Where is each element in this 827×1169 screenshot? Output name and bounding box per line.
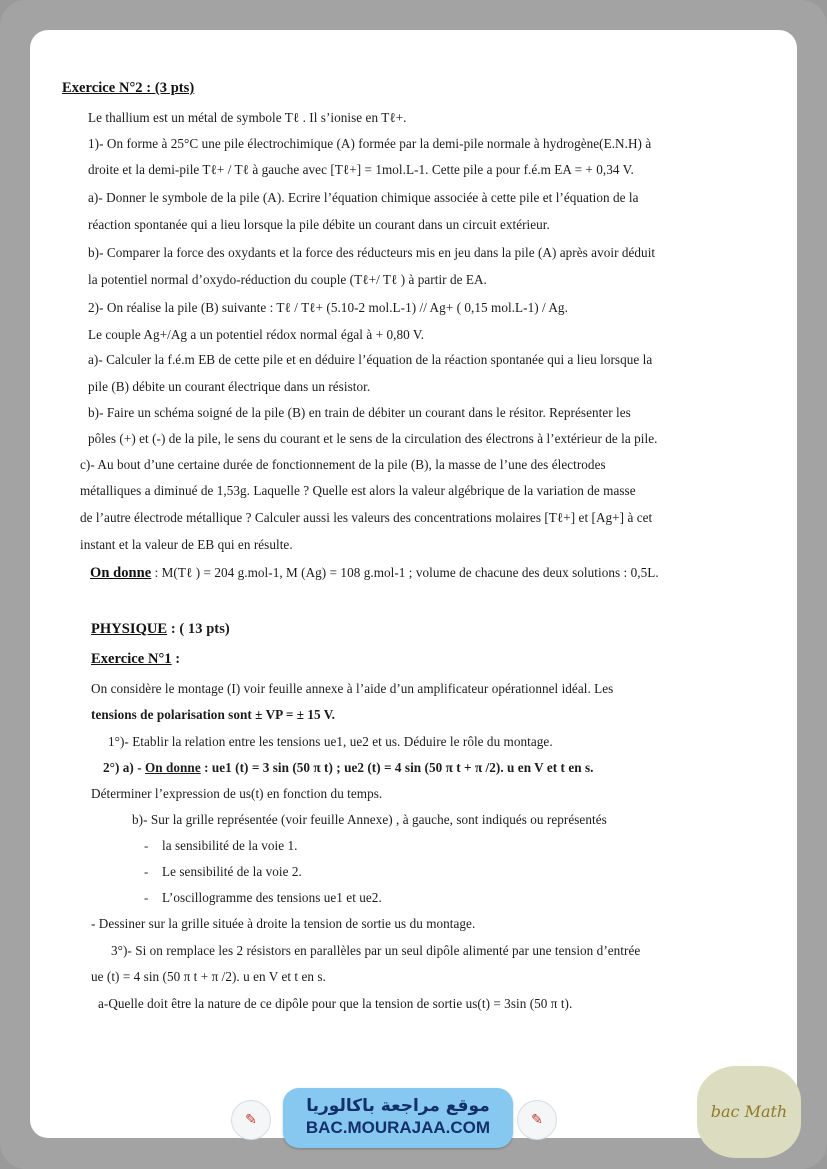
site-logo-icon: ✎ [517,1100,557,1140]
q2c-line1: c)- Au bout d’une certaine durée de fonctionnement de la pile (B), la masse de l’une des électrodes [80,457,606,472]
ex1-q3-line1: 3°)- Si on remplace les 2 résistors en parallèles par un seul dipôle alimenté par une tension d’entrée [111,943,641,958]
q2b-line2: pôles (+) et (-) de la pile, le sens du courant et le sens de la circulation des électrons à l’extérieur de la pile. [88,431,658,446]
ex1-intro-line1: On considère le montage (I) voir feuille annexe à l’aide d’un amplificateur opérationnel idéal. Les [91,681,614,696]
exercise2-title: Exercice N°2 : (3 pts) [62,80,195,96]
ex1-q2b: b)- Sur la grille représentée (voir feuille Annexe) , à gauche, sont indiqués ou représentés [132,812,607,827]
site-name-arabic: موقع مراجعة باكالوريا [306,1096,490,1116]
site-url[interactable]: BAC.MOURAJAA.COM [305,1118,491,1137]
q2c-line4: instant et la valeur de EB qui en résulte. [80,537,293,552]
bac-math-badge: bac Math [697,1066,801,1158]
physics-exercise1-colon: : [171,651,181,667]
exercise2-intro: Le thallium est un métal de symbole Tℓ . Il s’ionise en Tℓ+. [88,110,407,125]
q1-line1: 1)- On forme à 25°C une pile électrochimique (A) formée par la demi-pile normale à hydrogène(E.N.H) à [88,136,652,151]
q2a-given: On donne [144,760,201,775]
ex1-q2b-draw: - Dessiner sur la grille située à droite la tension de sortie us du montage. [91,916,476,931]
q1a-line1: a)- Donner le symbole de la pile (A). Ecrire l’équation chimique associée à cette pile et l’équation de la [88,190,639,205]
bullet-dash: - [144,890,149,905]
q2-line2: Le couple Ag+/Ag a un potentiel rédox normal égal à + 0,80 V. [88,327,425,342]
given-text: : M(Tℓ ) = 204 g.mol-1, M (Ag) = 108 g.mol-1 ; volume de chacune des deux solutions : 0,5L. [151,565,659,580]
q1-line2: droite et la demi-pile Tℓ+ / Tℓ à gauche avec [Tℓ+] = 1mol.L-1. Cette pile a pour f.é.m EA = + 0,34 V. [88,162,634,177]
given-label: On donne [90,565,152,581]
q1a-line2: réaction spontanée qui a lieu lorsque la pile débite un courant dans un circuit extérieur. [88,217,550,232]
ex1-q3a: a-Quelle doit être la nature de ce dipôle pour que la tension de sortie us(t) = 3sin (50 π t). [98,996,573,1011]
q1b-line2: la potentiel normal d’oxydo-réduction du couple (Tℓ+/ Tℓ ) à partir de EA. [88,272,487,287]
physics-title: PHYSIQUE [91,621,168,637]
q2a-text: : ue1 (t) = 3 sin (50 π t) ; ue2 (t) = 4 sin (50 π t + π /2). u en V et t en s. [200,760,594,775]
physics-exercise1-heading [91,651,180,668]
q2a-line2: pile (B) débite un courant électrique dans un résistor. [88,379,371,394]
ex1-intro-line2: tensions de polarisation sont ± VP = ± 15 V. [91,707,336,722]
q2c-line2: métalliques a diminué de 1,53g. Laquelle ? Quelle est alors la valeur algébrique de la variation de masse [80,483,636,498]
ex1-q1: 1°)- Etablir la relation entre les tensions ue1, ue2 et us. Déduire le rôle du montage. [108,734,553,749]
bullet-dash: - [144,864,149,879]
ex1-q3-line2: ue (t) = 4 sin (50 π t + π /2). u en V et t en s. [91,969,326,984]
q2a-prefix: 2°) a) - [103,760,145,775]
ex1-q2a [103,760,594,776]
q2c-line3: de l’autre électrode métallique ? Calculer aussi les valeurs des concentrations molaires [Tℓ+] et [Ag+] à cet [80,510,653,525]
bullet-dash: - [144,838,149,853]
q2b-item-2: Le sensibilité de la voie 2. [162,864,302,879]
q2b-item-3: L’oscillogramme des tensions ue1 et ue2. [162,890,382,905]
physics-exercise1-title: Exercice N°1 [91,651,172,667]
physics-points: : ( 13 pts) [167,621,230,637]
site-logo-icon: ✎ [231,1100,271,1140]
q2b-line1: b)- Faire un schéma soigné de la pile (B) en train de débiter un courant dans le résitor. Représenter les [88,405,631,420]
q2b-item-1: la sensibilité de la voie 1. [162,838,298,853]
q1b-line1: b)- Comparer la force des oxydants et la force des réducteurs mis en jeu dans la pile (A) après avoir déduit [88,245,656,260]
q2-line1: 2)- On réalise la pile (B) suivante : Tℓ / Tℓ+ (5.10-2 mol.L-1) // Ag+ ( 0,15 mol.L-1) / Ag. [88,300,568,315]
given-line [90,565,659,582]
physics-heading [91,621,230,638]
site-banner[interactable] [283,1088,513,1148]
q2a-line1: a)- Calculer la f.é.m EB de cette pile et en déduire l’équation de la réaction spontanée qui a lieu lorsque la [88,352,653,367]
ex1-q2a-line2: Déterminer l’expression de us(t) en fonction du temps. [91,786,383,801]
